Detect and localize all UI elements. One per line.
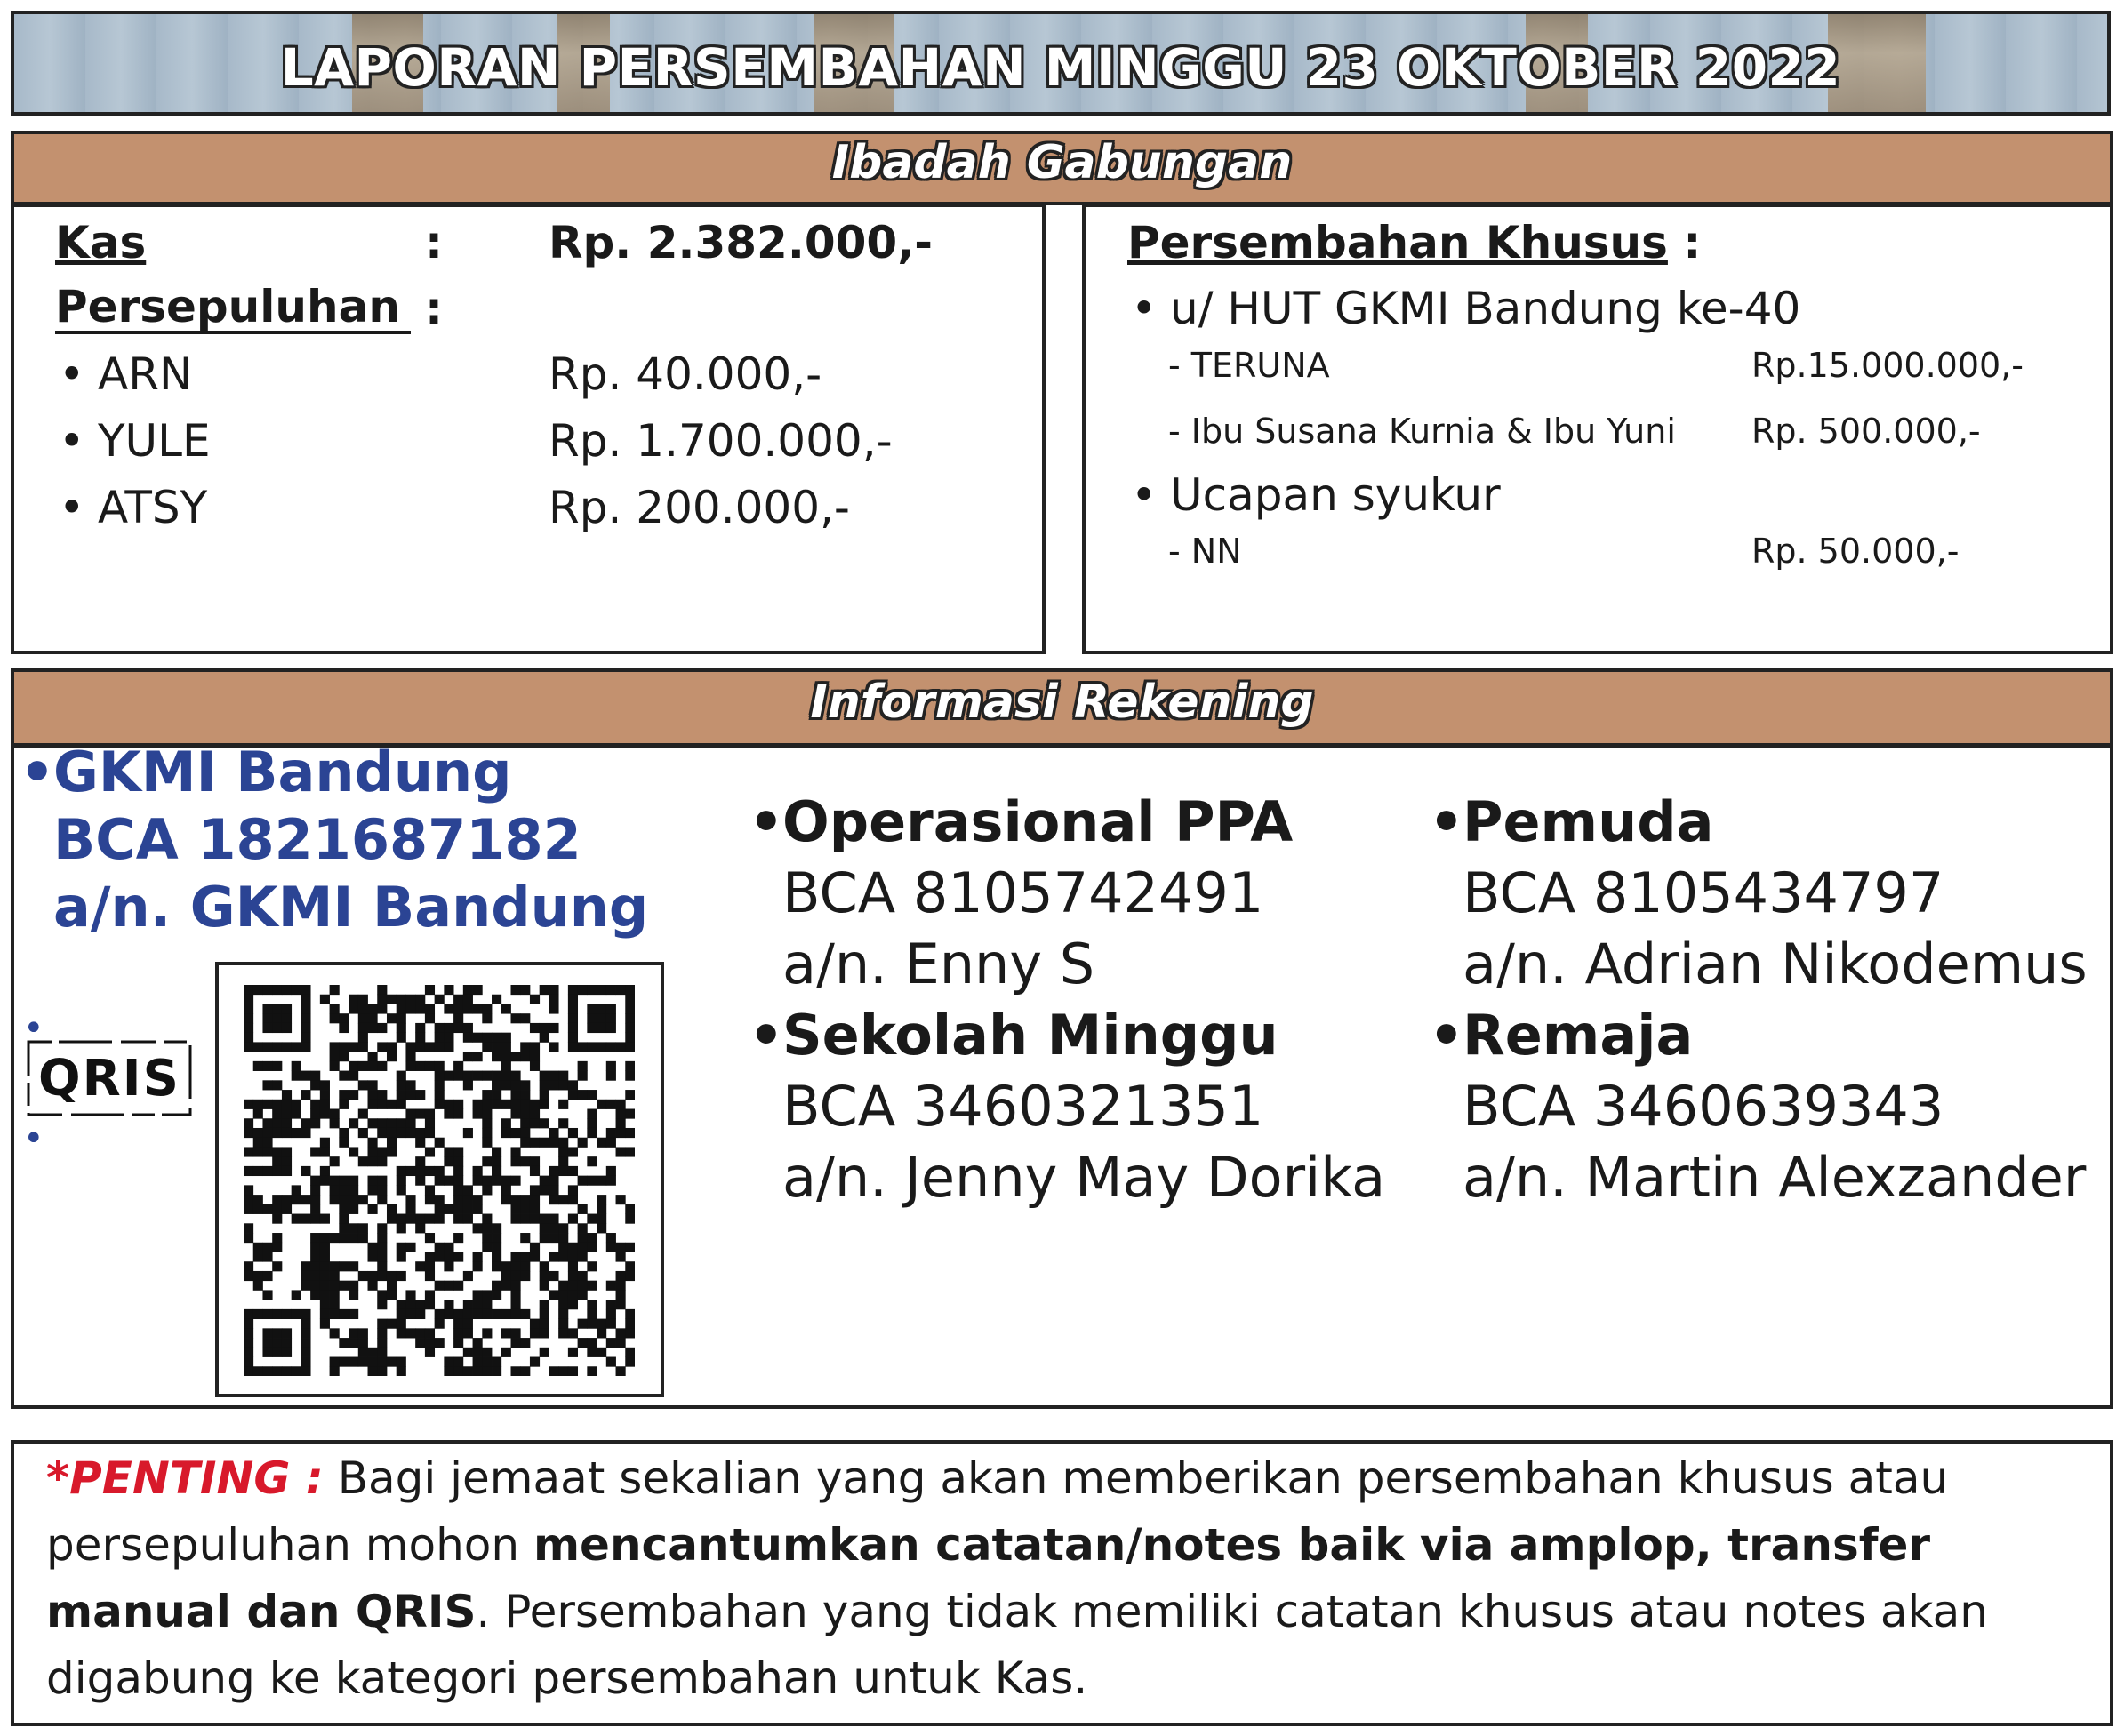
section-bar-ibadah (11, 131, 2113, 205)
account-bullet: • (749, 789, 784, 854)
section-title-rekening: Informasi Rekening (810, 676, 1314, 729)
syukur-item-name: - NN (1168, 532, 1242, 571)
hut-item-amount: Rp. 500.000,- (1751, 412, 1981, 451)
account-holder: a/n. Martin Alexzander (1463, 1145, 2087, 1210)
gkmi-name: GKMI Bandung (53, 740, 512, 804)
persepuluhan-item-name: • ARN (98, 348, 192, 400)
gkmi-holder: a/n. GKMI Bandung (53, 875, 649, 940)
gkmi-account: BCA 1821687182 (53, 807, 581, 872)
hut-label: • u/ HUT GKMI Bandung ke-40 (1170, 283, 1800, 334)
section-title-ibadah: Ibadah Gabungan (831, 136, 1293, 189)
qris-logo-icon (25, 1038, 194, 1118)
persepuluhan-item-name: • YULE (98, 415, 211, 467)
notice-text-1: Bagi jemaat sekalian yang akan memberikan persembahan khusus atau persepuluhan mohon (46, 1452, 1949, 1571)
account-bullet: • (749, 1003, 784, 1068)
gkmi-bullet: • (20, 740, 55, 804)
account-holder: a/n. Jenny May Dorika (782, 1145, 1386, 1210)
qris-logo (25, 1020, 222, 1138)
notice-text (46, 1445, 2083, 1712)
account-number: BCA 8105742491 (782, 860, 1264, 925)
qris-bullet: • (23, 1008, 44, 1049)
kas-label: Kas (55, 217, 147, 268)
persepuluhan-item-amount: Rp. 1.700.000,- (549, 415, 893, 467)
notice-label: *PENTING : (46, 1452, 324, 1504)
khusus-label: Persembahan Khusus (1127, 217, 1668, 268)
hut-item-amount: Rp.15.000.000,- (1751, 346, 2024, 385)
notice-bold: mencantumkan catatan/notes baik via amplop, transfer manual dan QRIS (46, 1519, 1931, 1637)
account-title: Sekolah Minggu (782, 1003, 1278, 1068)
qris-logo-text: QRIS (38, 1050, 180, 1108)
persepuluhan-item-name: • ATSY (98, 482, 207, 533)
syukur-label: • Ucapan syukur (1170, 469, 1501, 521)
persepuluhan-label: Persepuluhan (55, 283, 411, 334)
hut-item-name: - Ibu Susana Kurnia & Ibu Yuni (1168, 412, 1676, 451)
khusus-colon: : (1683, 217, 1702, 268)
account-bullet: • (1429, 789, 1464, 854)
persepuluhan-colon: : (425, 283, 443, 334)
page-title: LAPORAN PERSEMBAHAN MINGGU 23 OKTOBER 2022 (280, 37, 1841, 98)
section-bar-rekening (11, 668, 2113, 747)
persepuluhan-item-amount: Rp. 40.000,- (549, 348, 822, 400)
account-number: BCA 8105434797 (1463, 860, 1944, 925)
persepuluhan-item-amount: Rp. 200.000,- (549, 482, 850, 533)
qr-code-icon (244, 985, 635, 1376)
account-title: Remaja (1463, 1003, 1694, 1068)
qris-bullet: • (23, 1118, 44, 1159)
hut-item-name: - TERUNA (1168, 346, 1330, 385)
account-title: Pemuda (1463, 789, 1714, 854)
account-number: BCA 3460639343 (1463, 1074, 1944, 1139)
account-bullet: • (1429, 1003, 1464, 1068)
qr-code-frame (215, 962, 664, 1397)
account-number: BCA 3460321351 (782, 1074, 1264, 1139)
kas-colon: : (425, 217, 443, 268)
syukur-item-amount: Rp. 50.000,- (1751, 532, 1960, 571)
kas-value: Rp. 2.382.000,- (549, 217, 933, 268)
account-holder: a/n. Enny S (782, 932, 1095, 996)
notice-text-2: . Persembahan yang tidak memiliki catatan khusus atau notes akan digabung ke kategori persembahan untuk Kas. (46, 1586, 1988, 1704)
title-banner (11, 11, 2111, 116)
account-holder: a/n. Adrian Nikodemus (1463, 932, 2088, 996)
notice-box (11, 1440, 2113, 1726)
account-title: Operasional PPA (782, 789, 1294, 854)
